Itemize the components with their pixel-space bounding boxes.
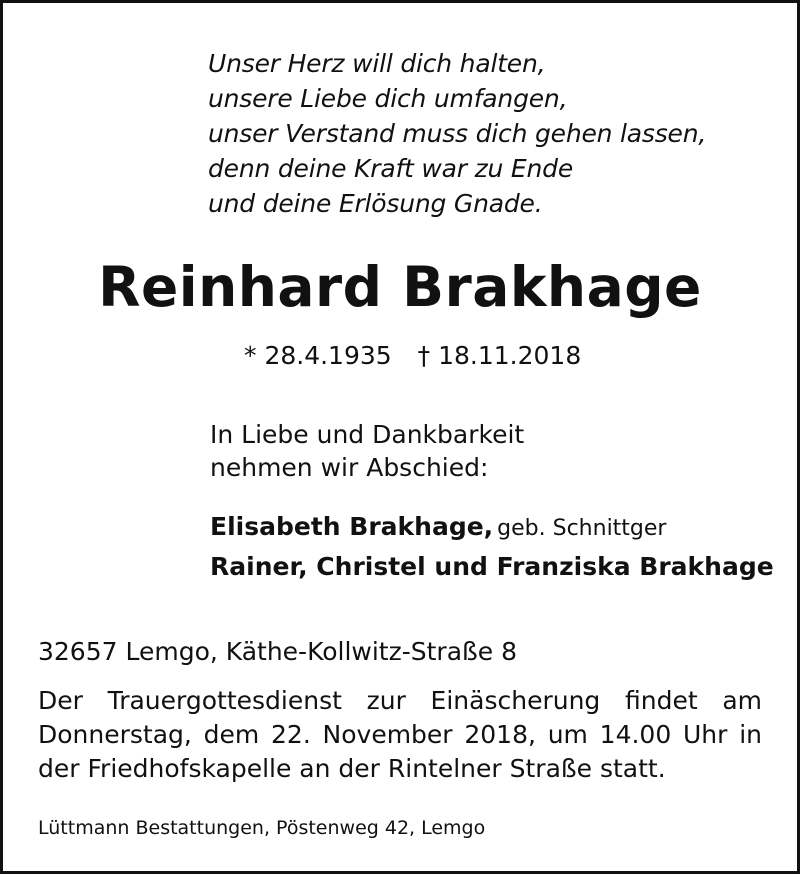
farewell-line: In Liebe und Dankbarkeit — [210, 420, 525, 449]
mourner-line: Rainer, Christel und Franziska Brakhage — [210, 552, 774, 581]
farewell-text — [210, 418, 524, 484]
poem-line: unser Verstand muss dich gehen lassen, — [208, 119, 707, 148]
poem — [208, 46, 706, 221]
service-line: Donnerstag, dem 22. November 2018, um 14.00 Uhr in — [38, 720, 762, 749]
poem-line: und deine Erlösung Gnade. — [208, 189, 543, 218]
service-info — [38, 684, 762, 786]
farewell-line: nehmen wir Abschied: — [210, 453, 489, 482]
undertaker-info: Lüttmann Bestattungen, Pöstenweg 42, Lemgo — [38, 817, 486, 839]
mourner-line — [210, 508, 774, 548]
mourner-name: Elisabeth Brakhage, — [210, 512, 494, 541]
maiden-name: geb. Schnittger — [497, 516, 667, 541]
birth-date: * 28.4.1935 — [244, 341, 392, 370]
deceased-name: Reinhard Brakhage — [98, 255, 702, 319]
service-line: der Friedhofskapelle an der Rintelner Straße statt. — [38, 754, 666, 783]
poem-line: denn deine Kraft war zu Ende — [208, 154, 573, 183]
service-line: Der Trauergottesdienst zur Einäscherung findet am — [38, 686, 762, 715]
poem-line: Unser Herz will dich halten, — [208, 49, 546, 78]
death-date: † 18.11.2018 — [417, 341, 582, 370]
family-address: 32657 Lemgo, Käthe-Kollwitz-Straße 8 — [38, 637, 518, 666]
mourners — [210, 508, 774, 586]
poem-line: unsere Liebe dich umfangen, — [208, 84, 568, 113]
life-dates — [244, 340, 581, 372]
